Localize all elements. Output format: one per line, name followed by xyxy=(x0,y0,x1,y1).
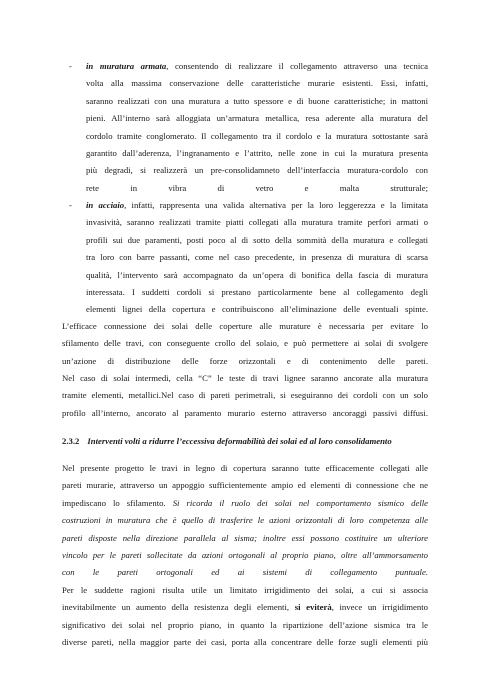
italic-text: Si ricorda il ruolo dei solai nel comportamento sismico delle xyxy=(172,497,429,508)
text-line: cordolo tramite conglomerato. Il collegamento tra il cordolo e la muratura sottostante sarà xyxy=(86,130,428,141)
bullet-item-acciaio xyxy=(86,197,428,319)
text-line: Per le suddette ragioni risulta utile un limitato irrigidimento dei solai, a cui si associa xyxy=(62,585,428,595)
text-line: pieni. All’interno sarà alloggiata un’armatura metallica, resa aderente alla muratura del xyxy=(86,113,428,124)
text-line: profili sui due paramenti, posti poco al di sotto della sommità della muratura e collegati xyxy=(86,234,428,245)
bold-text: si eviterà xyxy=(294,602,332,613)
section-heading xyxy=(62,433,392,450)
text-line: un’azione di distribuzione delle forze orizzontali e di contenimento delle pareti. xyxy=(62,355,428,366)
paragraph-irrigidimento xyxy=(62,582,428,652)
paragraph-solai-intermedi xyxy=(62,370,428,422)
text-line: tramite elementi, metallici.Nel caso di pareti perimetrali, si eseguiranno dei cordoli con un solo xyxy=(62,390,428,401)
bullet-lead: in muratura armata xyxy=(86,61,167,71)
text-line: tra loro con barre passanti, come nel caso precedente, in presenza di muratura di scarsa xyxy=(86,252,428,263)
paragraph-progetto xyxy=(62,460,428,582)
text-line: diverse pareti, nella maggior parte dei casi, porta alla concentrare delle forze sugli elementi più xyxy=(62,637,428,648)
text-line: Nel caso di solai intermedi, cella “C” le teste di travi lignee saranno ancorate alla muratura xyxy=(62,373,428,383)
text-line: invasività, saranno realizzati tramite piatti collegati alla muratura tramite perfori armati o xyxy=(86,217,428,228)
text-line: più degradi, si realizzerà un pre-consolidamneto dell’interfaccia muratura-cordolo con xyxy=(86,165,428,176)
text-line: garantito dall’aderenza, l’ingranamento e l’attrito, nelle zone in cui la muratura presenta xyxy=(86,148,428,159)
italic-text: vincolo per le pareti sollecitate da azioni ortogonali al proprio piano, oltre all’ammorsamento xyxy=(62,550,428,561)
text-line: elementi lignei della copertura e contribuiscono all’eliminazione delle eventuali spinte. xyxy=(86,304,428,315)
text-line: , infatti, rappresenta una valida alternativa per la loro leggerezza e la limitata xyxy=(124,200,428,210)
italic-text: pareti disposte nella direzione parallela al sisma; inoltre essi possono costituire un ulteriore xyxy=(62,532,428,543)
section-title: Interventi volti a ridurre l’eccessiva deformabilità dei solai ed al loro consolidamento xyxy=(87,436,392,446)
italic-text: con le pareti ortogonali ed ai sistemi di collegamento puntuale. xyxy=(62,567,428,578)
italic-text: costruzioni in muratura che è quello di trasferire le azioni orizzontali di loro competenza alle xyxy=(62,515,428,526)
bullet-lead: in acciaio xyxy=(86,200,125,210)
bullet-item-muratura-armata xyxy=(86,58,428,197)
text-line: inevitabilmente un aumento della resistenza degli elementi, xyxy=(62,602,295,613)
text-line: , invece un irrigidimento xyxy=(331,602,428,613)
text-line: qualità, l’intervento sarà accompagnato da un’opera di bonifica della fascia di muratura xyxy=(86,269,428,280)
text-line: Nel presente progetto le travi in legno di copertura saranno tutte efficacemente collegati alle xyxy=(62,463,428,473)
text-line: , consentendo di realizzare il collegamento attraverso una tecnica xyxy=(166,61,428,71)
text-line: impediscano lo sfilamento. xyxy=(62,497,173,508)
text-line: significativo dei solai nel proprio piano, in quanto la ripartizione dell’azione sismica tra le xyxy=(62,619,428,630)
text-line: pareti murarie, attraverso un appoggio sufficientemente ampio ed elementi di connessione che ne xyxy=(62,480,428,491)
bullet-dash: - xyxy=(69,61,72,71)
bullet-dash: - xyxy=(69,200,72,210)
text-line: interessata. I suddetti cordoli si prestano particolarmente bene al collegamento degli xyxy=(86,287,428,298)
text-line: profilo all’interno, ancorato al paramento murario esterno attraverso ancoraggi passivi diffusi. xyxy=(62,407,428,418)
text-line: sfilamento delle travi, con conseguente crollo del solaio, e può permettere ai solai di svolgere xyxy=(62,338,428,349)
paragraph-connessione xyxy=(62,318,428,370)
text-line: volta alla massima conservazione delle caratteristiche murarie esistenti. Essi, infatti, xyxy=(86,78,428,89)
text-line: L’efficace connessione dei solai delle coperture alle murature è necessaria per evitare lo xyxy=(62,321,428,331)
section-number: 2.3.2 xyxy=(62,436,80,446)
text-line: saranno realizzati con una muratura a tutto spessore e di buone caratteristiche; in mattoni xyxy=(86,95,428,106)
text-line: rete in vibra di vetro e malta strutturale; xyxy=(86,182,428,193)
